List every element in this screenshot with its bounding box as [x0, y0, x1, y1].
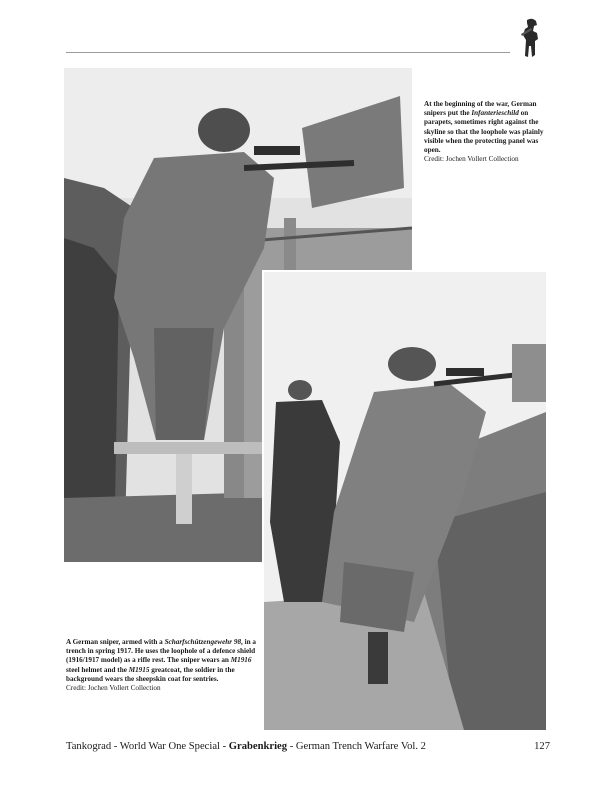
photo-caption-top	[424, 100, 552, 164]
photo-credit: Credit: Jochen Vollert Collection	[424, 155, 519, 164]
soldier-silhouette-logo-icon	[516, 16, 544, 58]
page-number: 127	[534, 741, 550, 752]
photo-caption-bottom	[66, 638, 262, 693]
running-footer-title: Tankograd - World War One Special - Grabenkrieg - German Trench Warfare Vol. 2	[66, 741, 426, 752]
trench-sniper-steel-helmet-photo	[264, 272, 546, 730]
caption-text: A German sniper, armed with a Scharfschützengewehr 98, in a trench in spring 1917. He uses the loophole of a defence shield (1916/1917 model) as a rifle rest. The sniper wears an M1916 steel helmet and the M1915 greatcoat, the soldier in the background wears the sheepskin coat for sentries.	[66, 638, 257, 683]
header-rule	[66, 52, 510, 53]
photo-credit: Credit: Jochen Vollert Collection	[66, 684, 161, 693]
caption-text: At the beginning of the war, German snipers put the Infanterieschild on parapets, sometimes right against the skyline so that the loophole was plainly visible when the protecting panel was open.	[424, 100, 544, 155]
